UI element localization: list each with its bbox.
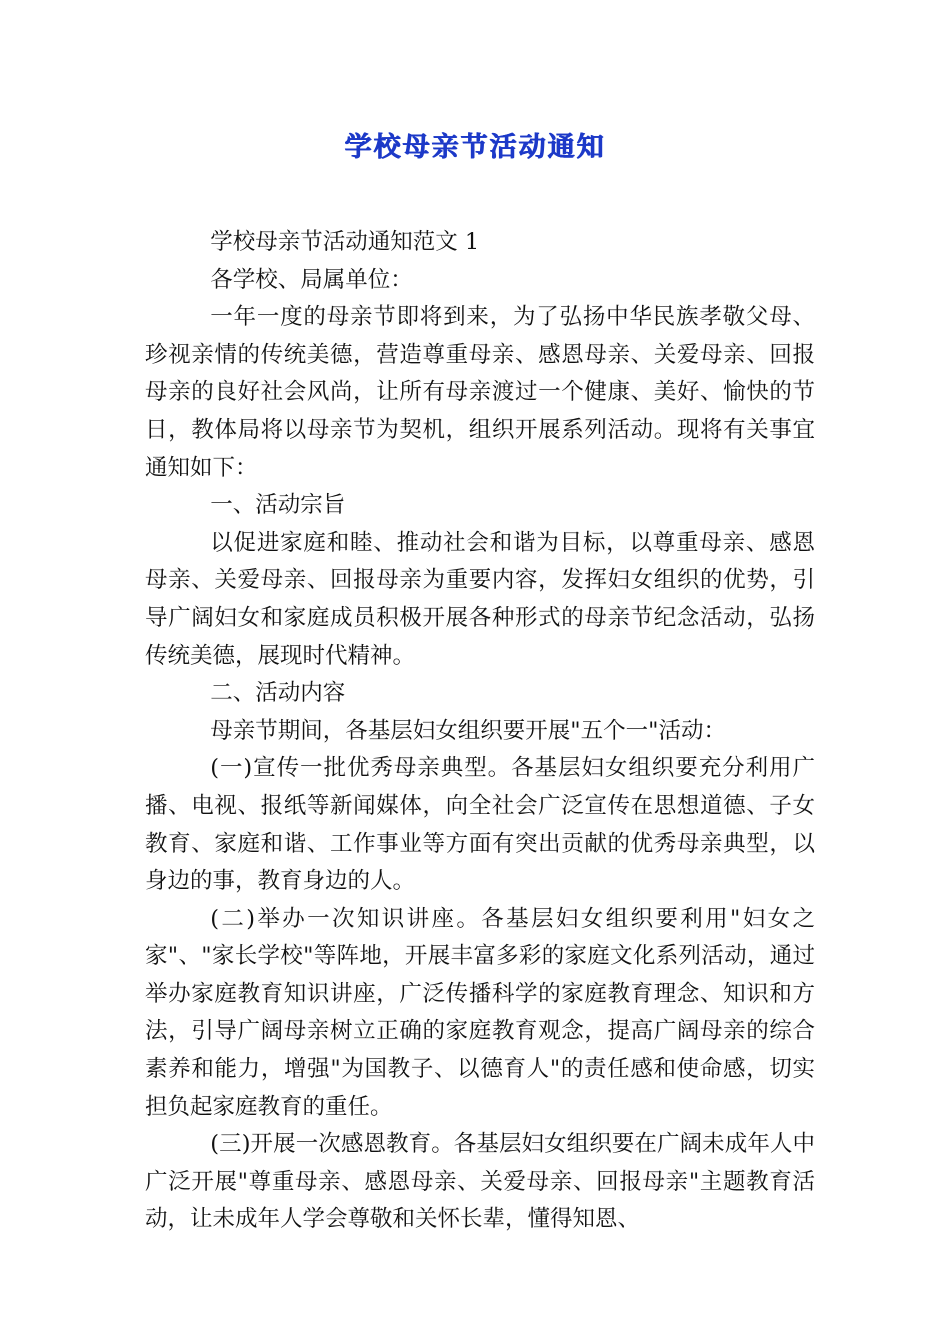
paragraph-content-intro: 母亲节期间，各基层妇女组织要开展"五个一"活动： bbox=[210, 717, 726, 744]
paragraph-item-2: (二)举办一次知识讲座。各基层妇女组织要利用"妇女之家"、"家长学校"等阵地，开展丰富多彩的家庭文化系列活动，通过举办家庭教育知识讲座，广泛传播科学的家庭教育理念、知识和方法，引导广阔母亲树立正确的家庭教育观念，提高广阔母亲的综合素养和能力，增强"为国教子、以德育人"的责任感和使命感，切实担负起家庭教育的重任。 bbox=[145, 905, 815, 1120]
paragraph-purpose: 以促进家庭和睦、推动社会和谐为目标，以尊重母亲、感恩母亲、关爱母亲、回报母亲为重要内容，发挥妇女组织的优势，引导广阔妇女和家庭成员积极开展各种形式的母亲节纪念活动，弘扬传统美德，展现时代精神。 bbox=[145, 529, 815, 669]
paragraph-heading-sample: 学校母亲节活动通知范文 1 bbox=[210, 229, 480, 255]
paragraph-item-1: (一)宣传一批优秀母亲典型。各基层妇女组织要充分利用广播、电视、报纸等新闻媒体，向全社会广泛宣传在思想道德、子女教育、家庭和谐、工作事业等方面有突出贡献的优秀母亲典型，以身边的事，教育身边的人。 bbox=[145, 755, 815, 895]
section-heading-content: 二、活动内容 bbox=[210, 680, 346, 707]
paragraph-salutation: 各学校、局属单位： bbox=[210, 266, 413, 293]
document-body bbox=[145, 224, 815, 1239]
section-heading-purpose: 一、活动宗旨 bbox=[210, 492, 346, 519]
paragraph-intro: 一年一度的母亲节即将到来，为了弘扬中华民族孝敬父母、珍视亲情的传统美德，营造尊重母亲、感恩母亲、关爱母亲、回报母亲的良好社会风尚，让所有母亲渡过一个健康、美好、愉快的节日，教体局将以母亲节为契机，组织开展系列活动。现将有关事宜通知如下： bbox=[145, 304, 815, 481]
document-title: 学校母亲节活动通知 bbox=[344, 132, 606, 163]
paragraph-item-3: (三)开展一次感恩教育。各基层妇女组织要在广阔未成年人中广泛开展"尊重母亲、感恩母亲、关爱母亲、回报母亲"主题教育活动，让未成年人学会尊敬和关怀长辈，懂得知恩、 bbox=[145, 1131, 815, 1233]
